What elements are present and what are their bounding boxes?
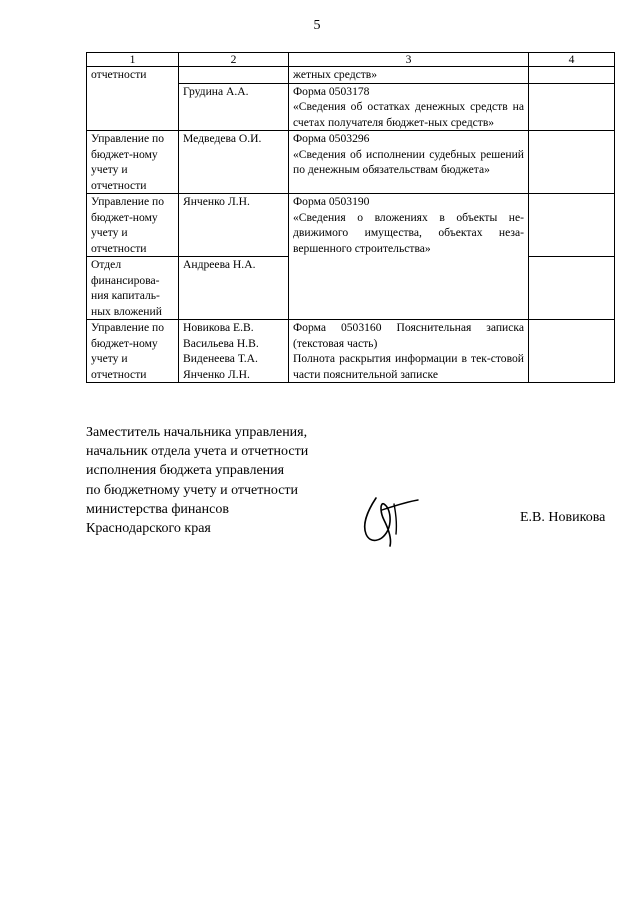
dept-cell: отчетности — [87, 67, 179, 131]
col-header-3: 3 — [289, 53, 529, 67]
signatory-title-line: Краснодарского края — [86, 521, 211, 537]
signatory-name: Е.В. Новикова — [520, 510, 606, 525]
note-cell — [529, 83, 615, 131]
signatory-title-line: министерства финансов — [86, 501, 229, 517]
form-cell: Форма 0503178 «Сведения об остатках денежных средств на счетах получателя бюджет-ных средств» — [289, 83, 529, 131]
col-header-1: 1 — [87, 53, 179, 67]
dept-cell: Управление по бюджет-ному учету и отчетности — [87, 320, 179, 383]
person-cell — [179, 67, 289, 84]
note-cell — [529, 194, 615, 257]
signatory-title-line: по бюджетному учету и отчетности — [86, 482, 299, 498]
note-cell — [529, 131, 615, 194]
note-cell — [529, 257, 615, 320]
signatory-title-line: исполнения бюджета управления — [86, 463, 285, 479]
person-cell: Медведева О.И. — [179, 131, 289, 194]
note-cell — [529, 67, 615, 84]
signatory-title-line: Заместитель начальника управления, — [86, 425, 308, 440]
table-header-row — [87, 53, 615, 67]
table-row — [87, 131, 615, 194]
control-table — [86, 52, 615, 383]
form-cell: Форма 0503296 «Сведения об исполнении судебных решений по денежным обязательствам бюджета» — [289, 131, 529, 194]
handwritten-signature — [354, 490, 424, 550]
form-cell: Форма 0503190 «Сведения о вложениях в объекты не-движимого имущества, объектах неза-вершенного строительства» — [289, 194, 529, 320]
person-cell: Янченко Л.Н. — [179, 194, 289, 257]
person-cell: Грудина А.А. — [179, 83, 289, 131]
table-row — [87, 194, 615, 257]
form-cell: Форма 0503160 Пояснительная записка (текстовая часть) Полнота раскрытия информации в тек-стовой части пояснительной записке — [289, 320, 529, 383]
col-header-4: 4 — [529, 53, 615, 67]
person-cell: Андреева Н.А. — [179, 257, 289, 320]
table-row — [87, 67, 615, 84]
person-cell: Новикова Е.В. Васильева Н.В. Виденеева Т.А. Янченко Л.Н. — [179, 320, 289, 383]
table-row — [87, 320, 615, 383]
dept-cell: Отдел финансирова-ния капиталь-ных вложений — [87, 257, 179, 320]
signatory-title-line: начальник отдела учета и отчетности — [86, 444, 309, 460]
form-cell: жетных средств» — [289, 67, 529, 84]
col-header-2: 2 — [179, 53, 289, 67]
page-number: 5 — [313, 18, 321, 33]
dept-cell: Управление по бюджет-ному учету и отчетности — [87, 131, 179, 194]
dept-cell: Управление по бюджет-ному учету и отчетности — [87, 194, 179, 257]
note-cell — [529, 320, 615, 383]
signatory-title — [86, 423, 308, 538]
